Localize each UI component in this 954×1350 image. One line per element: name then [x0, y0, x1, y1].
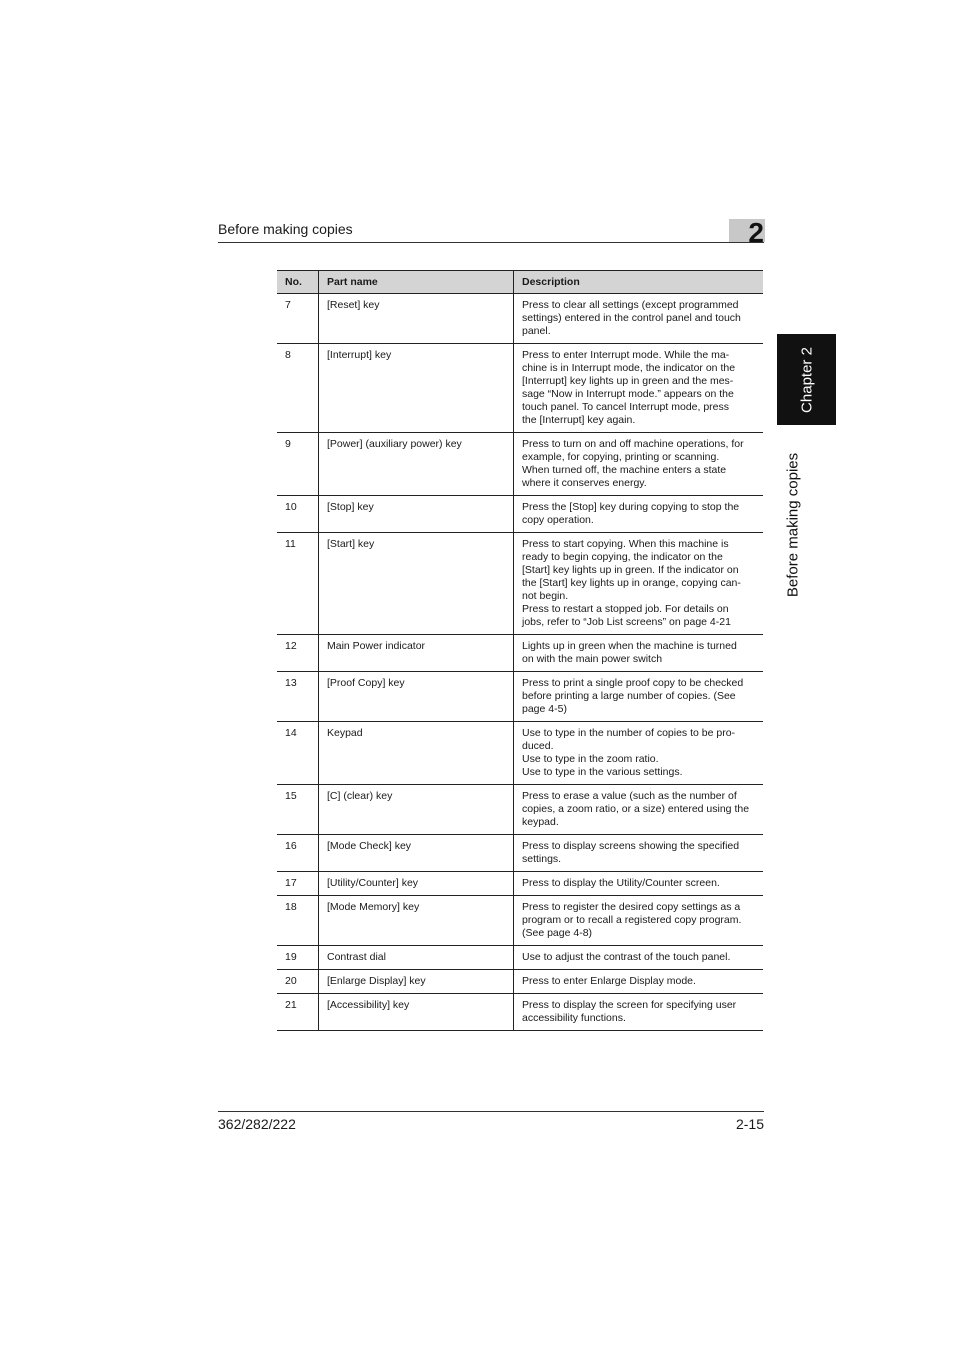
cell-no: 14	[277, 722, 319, 785]
cell-description: Press to enter Enlarge Display mode.	[514, 970, 764, 994]
parts-table	[277, 270, 763, 1031]
cell-no: 18	[277, 896, 319, 946]
cell-no: 8	[277, 344, 319, 433]
page-header-title: Before making copies	[218, 221, 353, 237]
cell-part-name: Contrast dial	[319, 946, 514, 970]
cell-description: Press the [Stop] key during copying to stop the copy operation.	[514, 496, 764, 533]
footer-page-number: 2-15	[735, 1116, 764, 1132]
cell-no: 10	[277, 496, 319, 533]
cell-description: Press to display the Utility/Counter screen.	[514, 872, 764, 896]
table-row	[277, 496, 763, 533]
table-row	[277, 785, 763, 835]
cell-no: 19	[277, 946, 319, 970]
cell-no: 11	[277, 533, 319, 635]
cell-description: Press to turn on and off machine operations, for example, for copying, printing or scanning. When turned off, the machine enters a state where it conserves energy.	[514, 433, 764, 496]
chapter-side-tab	[777, 334, 836, 425]
cell-description: Use to type in the number of copies to be pro- duced. Use to type in the zoom ratio. Use to type in the various settings.	[514, 722, 764, 785]
cell-description: Press to display screens showing the specified settings.	[514, 835, 764, 872]
cell-part-name: [Mode Memory] key	[319, 896, 514, 946]
cell-no: 9	[277, 433, 319, 496]
table-body	[277, 294, 763, 1031]
cell-part-name: Main Power indicator	[319, 635, 514, 672]
footer-divider	[218, 1111, 764, 1112]
section-side-tab	[777, 425, 809, 625]
chapter-number: 2	[748, 219, 764, 242]
table-row	[277, 896, 763, 946]
cell-part-name: Keypad	[319, 722, 514, 785]
table-row	[277, 872, 763, 896]
table-row	[277, 672, 763, 722]
column-header-description: Description	[514, 271, 764, 294]
cell-part-name: [Interrupt] key	[319, 344, 514, 433]
table-row	[277, 635, 763, 672]
column-header-part-name: Part name	[319, 271, 514, 294]
cell-description: Use to adjust the contrast of the touch panel.	[514, 946, 764, 970]
table-row	[277, 946, 763, 970]
cell-description: Press to clear all settings (except programmed settings) entered in the control panel and touch panel.	[514, 294, 764, 344]
chapter-side-label: Chapter 2	[798, 346, 815, 413]
cell-no: 21	[277, 994, 319, 1031]
cell-no: 20	[277, 970, 319, 994]
cell-no: 15	[277, 785, 319, 835]
cell-no: 12	[277, 635, 319, 672]
cell-description: Press to display the screen for specifying user accessibility functions.	[514, 994, 764, 1031]
cell-part-name: [C] (clear) key	[319, 785, 514, 835]
table-header-row	[277, 271, 763, 294]
cell-description: Press to register the desired copy settings as a program or to recall a registered copy program. (See page 4-8)	[514, 896, 764, 946]
column-header-no: No.	[277, 271, 319, 294]
cell-part-name: [Stop] key	[319, 496, 514, 533]
chapter-number-box	[729, 219, 765, 242]
cell-no: 17	[277, 872, 319, 896]
cell-part-name: [Start] key	[319, 533, 514, 635]
cell-part-name: [Proof Copy] key	[319, 672, 514, 722]
table-row	[277, 344, 763, 433]
table-row	[277, 970, 763, 994]
table-row	[277, 994, 763, 1031]
header-divider	[218, 242, 764, 243]
cell-description: Lights up in green when the machine is turned on with the main power switch	[514, 635, 764, 672]
table-row	[277, 835, 763, 872]
cell-description: Press to erase a value (such as the number of copies, a zoom ratio, or a size) entered using the keypad.	[514, 785, 764, 835]
cell-description: Press to start copying. When this machine is ready to begin copying, the indicator on the [Start] key lights up in green. If the indicator on the [Start] key lights up in orange, copying can- not begin. Press to restart a stopped job. For details on jobs, refer to “Job List screens” on page 4-21	[514, 533, 764, 635]
cell-description: Press to print a single proof copy to be checked before printing a large number of copies. (See page 4-5)	[514, 672, 764, 722]
cell-no: 13	[277, 672, 319, 722]
cell-part-name: [Enlarge Display] key	[319, 970, 514, 994]
cell-part-name: [Reset] key	[319, 294, 514, 344]
cell-part-name: [Mode Check] key	[319, 835, 514, 872]
section-side-label: Before making copies	[784, 452, 802, 598]
cell-part-name: [Power] (auxiliary power) key	[319, 433, 514, 496]
table-row	[277, 294, 763, 344]
cell-no: 16	[277, 835, 319, 872]
table-row	[277, 433, 763, 496]
table-row	[277, 722, 763, 785]
cell-part-name: [Accessibility] key	[319, 994, 514, 1031]
footer-model-number: 362/282/222	[218, 1116, 296, 1132]
table-row	[277, 533, 763, 635]
cell-no: 7	[277, 294, 319, 344]
cell-part-name: [Utility/Counter] key	[319, 872, 514, 896]
cell-description: Press to enter Interrupt mode. While the ma- chine is in Interrupt mode, the indicator on the [Interrupt] key lights up in green and the mes- sage “Now in Interrupt mode.” appears on the touch panel. To cancel Interrupt mode, press the [Interrupt] key again.	[514, 344, 764, 433]
